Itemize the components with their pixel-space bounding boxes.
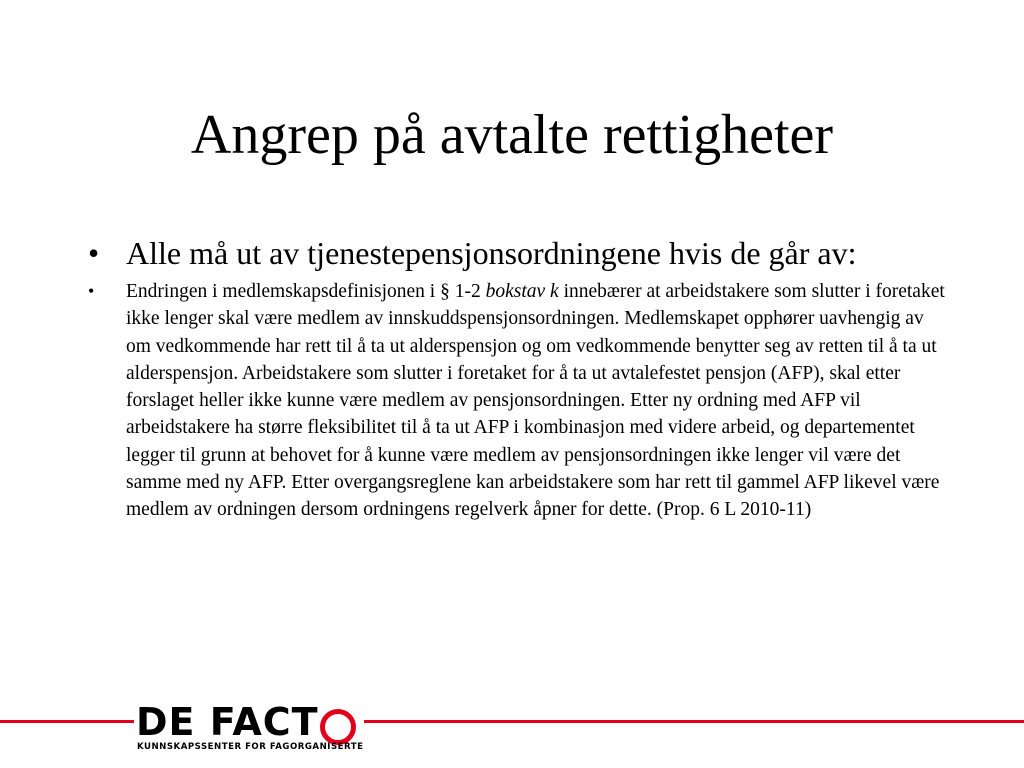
logo-tagline: KUNNSKAPSSENTER FOR FAGORGANISERTE (137, 742, 364, 752)
bullet-item-main (86, 232, 946, 274)
bullet-dot: • (88, 235, 100, 271)
bullet-dot: • (88, 281, 95, 301)
bullet-text: Alle må ut av tjenestepensjonsordningene hvis de går av: (126, 235, 857, 271)
bullet-text-before: Endringen i medlemskapsdefinisjonen i § 1-2 (126, 281, 486, 302)
bullet-item-detail (86, 278, 946, 524)
slide-title: Angrep på avtalte rettigheter (190, 104, 834, 166)
logo-wordmark: DE FACT (136, 700, 319, 744)
defacto-logo (134, 700, 364, 756)
bullet-list (86, 232, 946, 524)
logo-o-ring-icon (320, 709, 356, 745)
bullet-text-italic: bokstav k (485, 281, 559, 302)
bullet-text-after: innebærer at arbeidstakere som slutter i foretaket ikke lenger skal være medlem av innskuddspensjonsordningen. Medlemskapet opphører uavhengig av om vedkommende har rett til å ta ut alderspensjon og om vedkommende benytter seg av retten til å ta ut alderspensjon. Arbeidstakere som slutter i foretaket for å ta ut avtalefestet pensjon (AFP), skal etter forslaget heller ikke kunne være medlem av pensjonsordningen. Etter ny ordning med AFP vil arbeidstakere ha større fleksibilitet til å ta ut AFP i kombinasjon med videre arbeid, og departementet legger til grunn at behovet for å kunne være medlem av pensjonsordningen ikke lenger vil være det samme med ny AFP. Etter overgangsreglene kan arbeidstakere som har rett til gammel AFP likevel være medlem av ordningen dersom ordningens regelverk åpner for dette. (Prop. 6 L 2010-11) (126, 281, 945, 521)
